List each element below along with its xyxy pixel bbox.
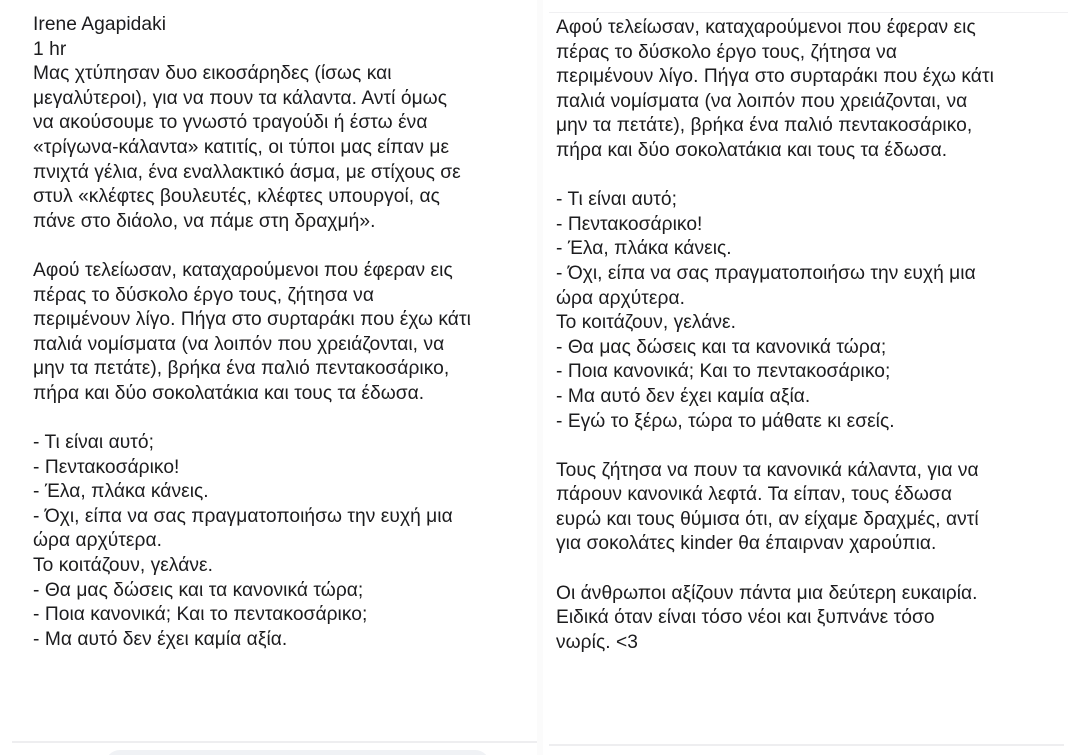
post-text-line: Οι άνθρωποι αξίζουν πάντα μια δεύτερη ευκαιρία. bbox=[556, 582, 978, 604]
paragraph-gap bbox=[556, 434, 994, 459]
post-text-line: Ειδικά όταν είναι τόσο νέοι και ξυπνάνε τόσο bbox=[556, 607, 935, 629]
post-text-line: - Τι είναι αυτό; bbox=[556, 189, 678, 211]
post-text-line: - Όχι, είπα να σας πραγματοποιήσω την ευχή μια bbox=[556, 262, 976, 284]
post-text-line: - Πεντακοσάρικο! bbox=[33, 456, 180, 478]
post-text-line: ευρώ και τους θύμισα ότι, αν είχαμε δραχμές, αντί bbox=[556, 508, 979, 530]
post-text-line: μην τα πετάτε), βρήκα ένα παλιό πεντακοσάρικο, bbox=[556, 115, 973, 137]
post-text-line: στυλ «κλέφτες βουλευτές, κλέφτες υπουργοί, ας bbox=[33, 186, 440, 208]
post-text-line: πήρα και δύο σοκολατάκια και τους τα έδωσα. bbox=[33, 382, 425, 404]
post-text-line: - Ποια κανονικά; Και το πεντακοσάρικο; bbox=[556, 361, 891, 383]
paragraph-gap bbox=[556, 164, 994, 189]
post-text-line: - Πεντακοσάρικο! bbox=[556, 213, 703, 235]
post-text-line: μην τα πετάτε), βρήκα ένα παλιό πεντακοσάρικο, bbox=[33, 358, 450, 380]
post-text-line: πάρουν κανονικά λεφτά. Τα είπαν, τους έδωσα bbox=[556, 484, 952, 506]
post-text-line: - Μα αυτό δεν έχει καμία αξία. bbox=[33, 628, 288, 650]
post-text-line: ώρα αρχύτερα. bbox=[33, 530, 163, 552]
post-text-line: «τρίγωνα-κάλαντα» κατιτίς, οι τύποι μας είπαν με bbox=[33, 136, 450, 158]
paragraph-gap bbox=[556, 557, 994, 582]
post-text-line: νωρίς. <3 bbox=[556, 631, 638, 653]
right-screenshot-panel bbox=[543, 0, 1080, 755]
post-text-line: μεγαλύτεροι), για να πουν τα κάλαντα. Αντί όμως bbox=[33, 87, 448, 109]
post-text-line: - Όχι, είπα να σας πραγματοποιήσω την ευχή μια bbox=[33, 505, 453, 527]
post-text-line: - Έλα, πλάκα κάνεις. bbox=[556, 238, 732, 260]
post-text-line: πήρα και δύο σοκολατάκια και τους τα έδωσα. bbox=[556, 139, 948, 161]
post-text-line: πάνε στο διάολο, να πάμε στη δραχμή». bbox=[33, 210, 376, 232]
divider bbox=[549, 12, 1068, 13]
post-text-line: - Θα μας δώσεις και τα κανονικά τώρα; bbox=[556, 336, 887, 358]
post-text-line: πέρας το δύσκολο έργο τους, ζήτησα να bbox=[33, 284, 374, 306]
divider bbox=[12, 741, 537, 743]
post-text-line: - Μα αυτό δεν έχει καμία αξία. bbox=[556, 385, 811, 407]
post-text-line: ώρα αρχύτερα. bbox=[556, 287, 686, 309]
post-text-line: Μας χτύπησαν δυο εικοσάρηδες (ίσως και bbox=[33, 63, 392, 85]
post-text-line: - Τι είναι αυτό; bbox=[33, 432, 155, 454]
post-text-line: - Θα μας δώσεις και τα κανονικά τώρα; bbox=[33, 579, 364, 601]
left-screenshot-panel bbox=[0, 0, 537, 755]
post-text-line: περιμένουν λίγο. Πήγα στο συρταράκι που έχω κάτι bbox=[33, 309, 471, 331]
post-text-line: περιμένουν λίγο. Πήγα στο συρταράκι που έχω κάτι bbox=[556, 66, 994, 88]
post-text-right bbox=[556, 16, 994, 655]
author-name[interactable]: Irene Agapidaki bbox=[33, 14, 167, 35]
post-text-line: να ακούσουμε το γνωστό τραγούδι ή έστω ένα bbox=[33, 112, 428, 134]
post-timestamp[interactable]: 1 hr bbox=[33, 38, 67, 60]
post-text-line: Τους ζήτησα να πουν τα κανονικά κάλαντα, για να bbox=[556, 459, 979, 481]
post-text-line: - Ποια κανονικά; Και το πεντακοσάρικο; bbox=[33, 604, 368, 626]
post-text-line: πνιχτά γέλια, ένα εναλλακτικό άσμα, με στίχους σε bbox=[33, 161, 461, 183]
post-text-line: Το κοιτάζουν, γελάνε. bbox=[33, 555, 213, 577]
post-text-line: για σοκολάτες kinder θα έπαιρναν χαρούπια. bbox=[556, 533, 937, 555]
paragraph-gap bbox=[33, 234, 471, 259]
post-text-line: Αφού τελείωσαν, καταχαρούμενοι που έφεραν εις bbox=[556, 17, 976, 38]
post-text-line: πέρας το δύσκολο έργο τους, ζήτησα να bbox=[556, 41, 897, 63]
post-text-line: - Εγώ το ξέρω, τώρα το μάθατε κι εσείς. bbox=[556, 410, 895, 432]
post-text-line: Το κοιτάζουν, γελάνε. bbox=[556, 312, 736, 334]
post-text-line: Αφού τελείωσαν, καταχαρούμενοι που έφεραν εις bbox=[33, 259, 453, 281]
paragraph-gap bbox=[33, 407, 471, 432]
post-text-line: παλιά νομίσματα (να λοιπόν που χρειάζονται, να bbox=[556, 90, 968, 112]
post-text-line: παλιά νομίσματα (να λοιπόν που χρειάζονται, να bbox=[33, 333, 445, 355]
comment-input[interactable] bbox=[105, 750, 490, 755]
divider bbox=[549, 744, 1064, 746]
post-text-left bbox=[33, 13, 471, 652]
post-text-line: - Έλα, πλάκα κάνεις. bbox=[33, 481, 209, 503]
